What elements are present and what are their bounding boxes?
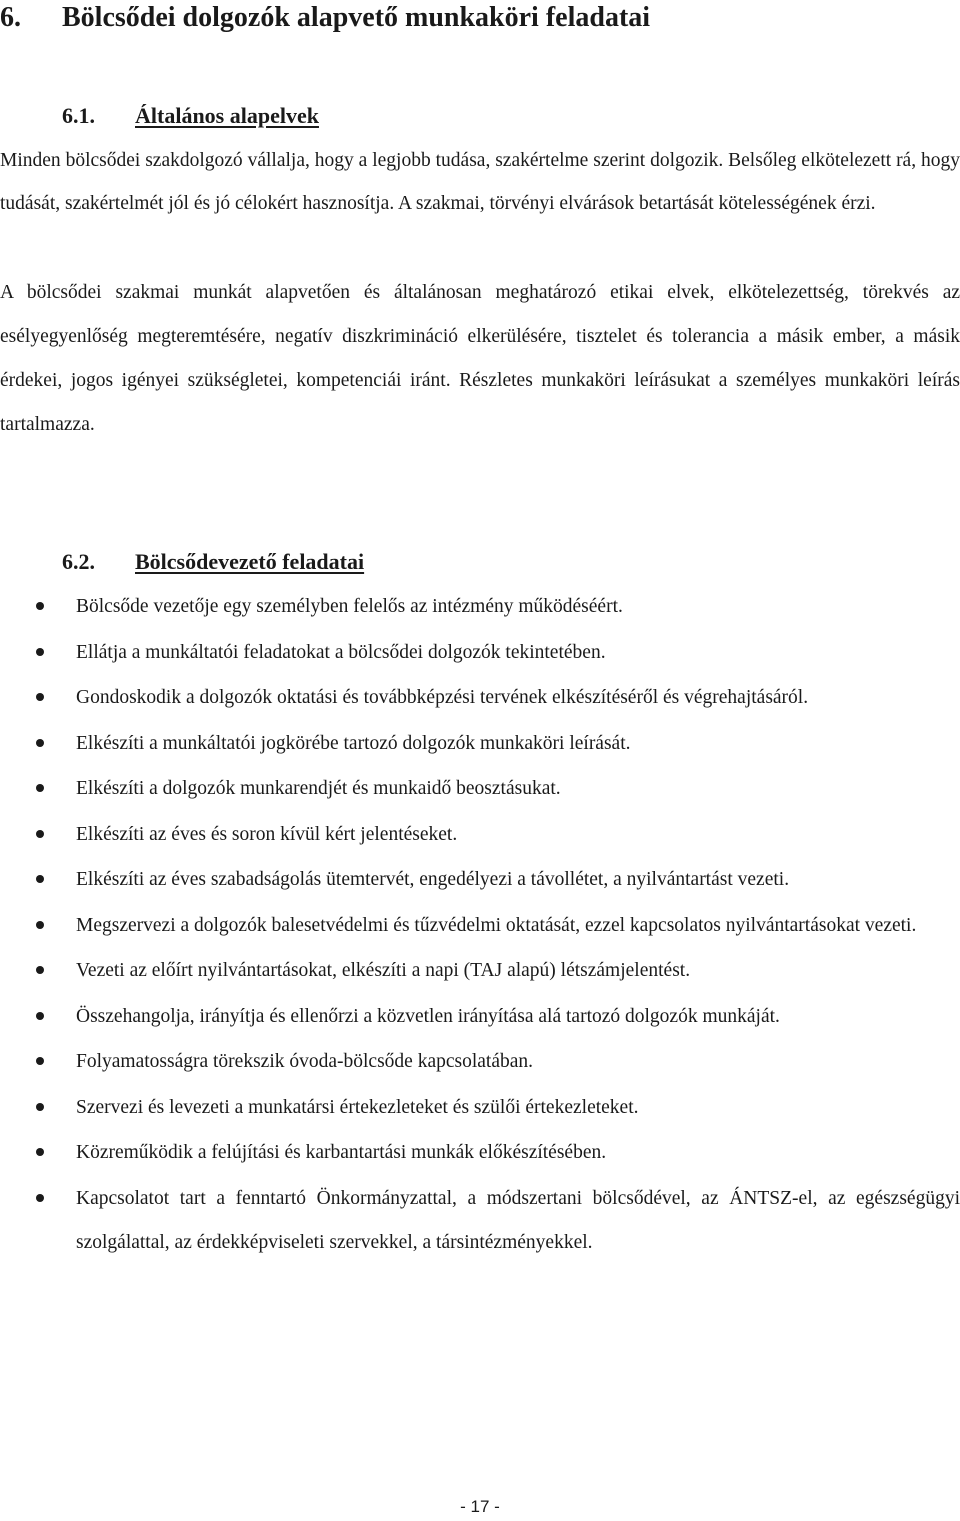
bullet-icon: [36, 921, 44, 929]
list-item-text: Ellátja a munkáltatói feladatokat a bölcsődei dolgozók tekintetében.: [76, 641, 606, 663]
list-item-text: Összehangolja, irányítja és ellenőrzi a közvetlen irányítása alá tartozó dolgozók munkáját.: [76, 1005, 780, 1027]
list-item-text: Megszervezi a dolgozók balesetvédelmi és tűzvédelmi oktatását, ezzel kapcsolatos nyilvántartásokat vezeti.: [76, 914, 917, 936]
list-item: [0, 767, 960, 811]
section-title: Általános alapelvek: [135, 103, 319, 128]
bullet-icon: [36, 1194, 44, 1202]
list-item-text: Kapcsolatot tart a fenntartó Önkormányzattal, a módszertani bölcsődével, az ÁNTSZ-el, az egészségügyi szolgálattal, az érdekképviseleti szervekkel, a társintézményekkel.: [76, 1187, 960, 1253]
list-item-text: Elkészíti az éves és soron kívül kért jelentéseket.: [76, 823, 458, 845]
section-number: 6.2.: [62, 549, 95, 574]
paragraph-commitment: Minden bölcsődei szakdolgozó vállalja, hogy a legjobb tudása, szakértelme szerint dolgozik. Belsőleg elkötelezett rá, hogy tudását, szakértelmét jól és jó célokért hasznosítja. A szakmai, törvényi elvárások betartását kötelességének érzi.: [0, 150, 960, 214]
section-heading-director-duties: [62, 547, 364, 577]
list-item: [0, 858, 960, 902]
list-item: [0, 722, 960, 766]
list-item: [0, 904, 960, 948]
list-item-text: Folyamatosságra törekszik óvoda-bölcsőde kapcsolatában.: [76, 1051, 534, 1072]
bullet-icon: [36, 739, 44, 747]
list-item: [0, 1131, 960, 1175]
list-item-text: Bölcsőde vezetője egy személyben felelős az intézmény működéséért.: [76, 596, 623, 617]
section-title: Bölcsődevezető feladatai: [135, 549, 365, 574]
page-number: - 17 -: [460, 1497, 500, 1516]
section-number: 6.1.: [62, 103, 95, 128]
list-item-text: Szervezi és levezeti a munkatársi értekezleteket és szülői értekezleteket.: [76, 1096, 639, 1118]
list-item-text: Elkészíti a dolgozók munkarendjét és munkaidő beosztásukat.: [76, 778, 561, 799]
chapter-heading: [0, 0, 650, 36]
list-item-text: Vezeti az előírt nyilvántartásokat, elkészíti a napi (TAJ alapú) létszámjelentést.: [76, 960, 691, 981]
list-item-text: Közreműködik a felújítási és karbantartási munkák előkészítésében.: [76, 1142, 607, 1163]
bullet-icon: [36, 648, 44, 656]
list-item: [0, 995, 960, 1039]
bullet-icon: [36, 966, 44, 974]
bullet-icon: [36, 784, 44, 792]
bullet-icon: [36, 1148, 44, 1156]
duty-list: [0, 585, 960, 1266]
section-heading-general-principles: [62, 101, 319, 131]
list-item: [0, 676, 960, 720]
list-item: [0, 1040, 960, 1084]
list-item: [0, 631, 960, 675]
list-item: [0, 1086, 960, 1130]
list-item-text: Gondoskodik a dolgozók oktatási és továbbképzési tervének elkészítéséről és végrehajtásáról.: [76, 687, 809, 708]
bullet-icon: [36, 830, 44, 838]
bullet-icon: [36, 875, 44, 883]
bullet-icon: [36, 602, 44, 610]
list-item: [0, 1177, 960, 1265]
bullet-icon: [36, 1103, 44, 1111]
bullet-icon: [36, 1057, 44, 1065]
chapter-title: Bölcsődei dolgozók alapvető munkaköri feladatai: [62, 2, 651, 33]
paragraph-ethics: A bölcsődei szakmai munkát alapvetően és általánosan meghatározó etikai elvek, elkötelezettség, törekvés az esélyegyenlőség megteremtésére, negatív diszkrimináció elkerülésére, tisztelet és tolerancia a másik ember, a másik érdekei, jogos igényei szükségletei, kompetenciái iránt. Részletes munkaköri leírásukat a személyes munkaköri leírás tartalmazza.: [0, 282, 960, 435]
list-item: [0, 813, 960, 857]
list-item-text: Elkészíti a munkáltatói jogkörébe tartozó dolgozók munkaköri leírását.: [76, 732, 631, 754]
bullet-icon: [36, 1012, 44, 1020]
chapter-number: 6.: [0, 2, 21, 33]
list-item: [0, 949, 960, 993]
bullet-icon: [36, 693, 44, 701]
list-item: [0, 585, 960, 629]
list-item-text: Elkészíti az éves szabadságolás ütemtervét, engedélyezi a távollétet, a nyilvántartást vezeti.: [76, 869, 790, 890]
